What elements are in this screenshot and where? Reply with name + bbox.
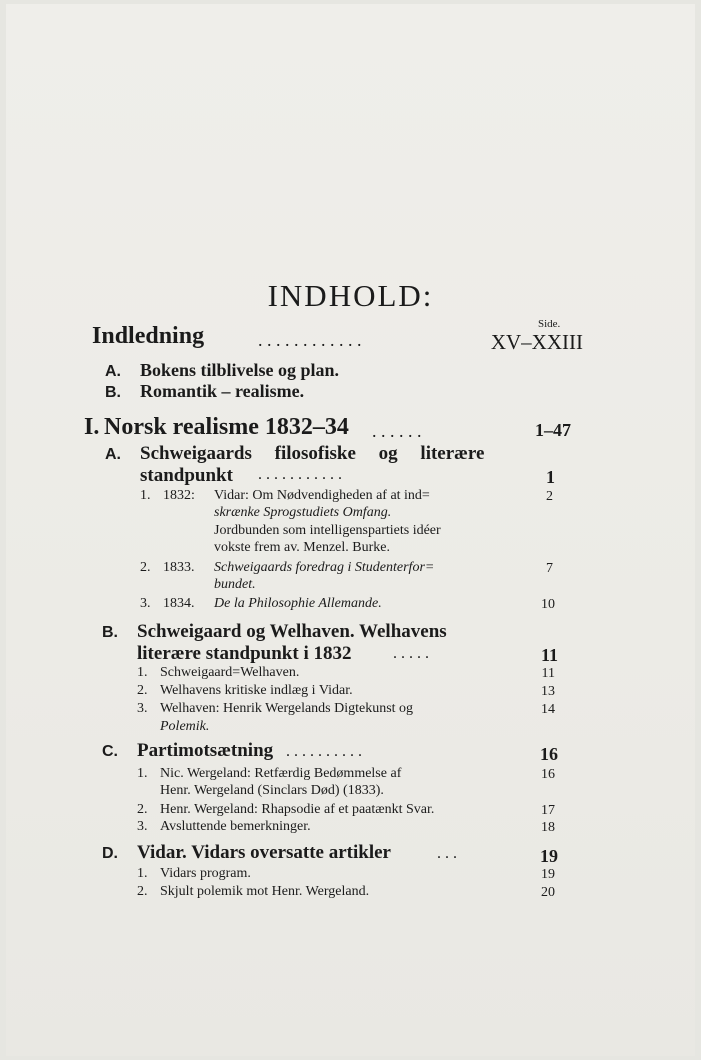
- entry-b1-line1: Schweigaard=Welhaven.: [160, 665, 300, 680]
- part1-heading: Norsk realisme 1832–34: [104, 414, 349, 440]
- entry-a1-page: 2: [546, 489, 553, 504]
- entry-a1-line3: Jordbunden som intelligenspartiets idéer: [214, 523, 441, 538]
- entry-c2-page: 17: [541, 803, 555, 818]
- section-d-title: Vidar. Vidars oversatte artikler: [137, 842, 391, 863]
- entry-d2-page: 20: [541, 885, 555, 900]
- entry-b2-line1: Welhavens kritiske indlæg i Vidar.: [160, 683, 353, 698]
- entry-a3-num: 3.: [140, 596, 151, 611]
- section-c-title: Partimotsætning: [137, 740, 274, 761]
- entry-a3-page: 10: [541, 597, 555, 612]
- entry-a3-year: 1834.: [163, 596, 195, 611]
- entry-a2-line2: bundet.: [214, 577, 256, 592]
- page-title: INDHOLD:: [267, 278, 434, 313]
- intro-b-letter: B.: [105, 384, 121, 401]
- entry-d1-page: 19: [541, 867, 555, 882]
- section-d-dots: . . .: [437, 845, 457, 862]
- entry-a2-year: 1833.: [163, 560, 195, 575]
- section-a-letter: A.: [105, 446, 121, 463]
- part1-numeral: I.: [84, 414, 100, 440]
- entry-c3-line1: Avsluttende bemerkninger.: [160, 819, 311, 834]
- section-a-page: 1: [546, 467, 555, 487]
- section-b-page: 11: [540, 645, 558, 665]
- section-c-page: 16: [540, 744, 558, 764]
- entry-b3-line1: Welhaven: Henrik Wergelands Digtekunst og: [160, 701, 414, 716]
- entry-a1-line4: vokste frem av. Menzel. Burke.: [214, 540, 390, 555]
- entry-a1-year: 1832:: [163, 488, 195, 503]
- entry-d1-line1: Vidars program.: [160, 866, 251, 881]
- section-b-title-line2: literære standpunkt i 1832: [137, 643, 352, 664]
- entry-a1-num: 1.: [140, 488, 151, 503]
- section-d-page: 19: [540, 846, 558, 866]
- side-column-label: Side.: [538, 318, 561, 330]
- section-b-letter: B.: [102, 624, 118, 641]
- entry-a1-line2: skrænke Sprogstudiets Omfang.: [214, 505, 392, 520]
- entry-b3-page: 14: [541, 702, 555, 717]
- intro-dots: . . . . . . . . . . . .: [258, 330, 362, 350]
- intro-pages: XV–XXIII: [490, 330, 583, 354]
- entry-d2-line1: Skjult polemik mot Henr. Wergeland.: [160, 884, 370, 899]
- entry-b2-num: 2.: [137, 683, 148, 698]
- entry-b3-num: 3.: [137, 701, 148, 716]
- intro-b-text: Romantik – realisme.: [140, 381, 305, 401]
- entry-c2-line1: Henr. Wergeland: Rhapsodie af et paatænkt Svar.: [160, 802, 435, 817]
- section-c-dots: . . . . . . . . . .: [286, 743, 362, 760]
- entry-a2-num: 2.: [140, 560, 151, 575]
- section-b-dots: . . . . .: [393, 645, 429, 662]
- entry-b1-page: 11: [541, 666, 555, 681]
- entry-a3-line1: De la Philosophie Allemande.: [214, 596, 382, 611]
- intro-heading: Indledning: [92, 323, 205, 349]
- entry-b3-line2: Polemik.: [160, 719, 210, 734]
- part1-dots: . . . . . .: [372, 421, 422, 441]
- entry-a2-line1: Schweigaards foredrag i Studenterfor=: [214, 560, 435, 575]
- entry-a2-page: 7: [546, 561, 553, 576]
- entry-c1-line2: Henr. Wergeland (Sinclars Død) (1833).: [160, 783, 384, 798]
- entry-b1-num: 1.: [137, 665, 148, 680]
- section-b-title-line1: Schweigaard og Welhaven. Welhavens: [137, 621, 447, 642]
- intro-a-text: Bokens tilblivelse og plan.: [140, 360, 340, 380]
- entry-d2-num: 2.: [137, 884, 148, 899]
- section-a-dots: . . . . . . . . . . .: [258, 466, 342, 483]
- entry-d1-num: 1.: [137, 866, 148, 881]
- entry-c2-num: 2.: [137, 802, 148, 817]
- entry-c3-num: 3.: [137, 819, 148, 834]
- section-a-title-line2: standpunkt: [140, 465, 233, 486]
- entry-c3-page: 18: [541, 820, 555, 835]
- entry-c1-page: 16: [541, 767, 555, 782]
- entry-c1-num: 1.: [137, 766, 148, 781]
- section-c-letter: C.: [102, 743, 118, 760]
- section-d-letter: D.: [102, 845, 118, 862]
- intro-a-letter: A.: [105, 363, 121, 380]
- entry-a1-line1: Vidar: Om Nødvendigheden af at ind=: [214, 488, 430, 503]
- entry-c1-line1: Nic. Wergeland: Retfærdig Bedømmelse af: [160, 766, 402, 781]
- section-a-title-line1: Schweigaards filosofiske og literære: [140, 443, 485, 464]
- part1-pages: 1–47: [535, 420, 571, 440]
- entry-b2-page: 13: [541, 684, 555, 699]
